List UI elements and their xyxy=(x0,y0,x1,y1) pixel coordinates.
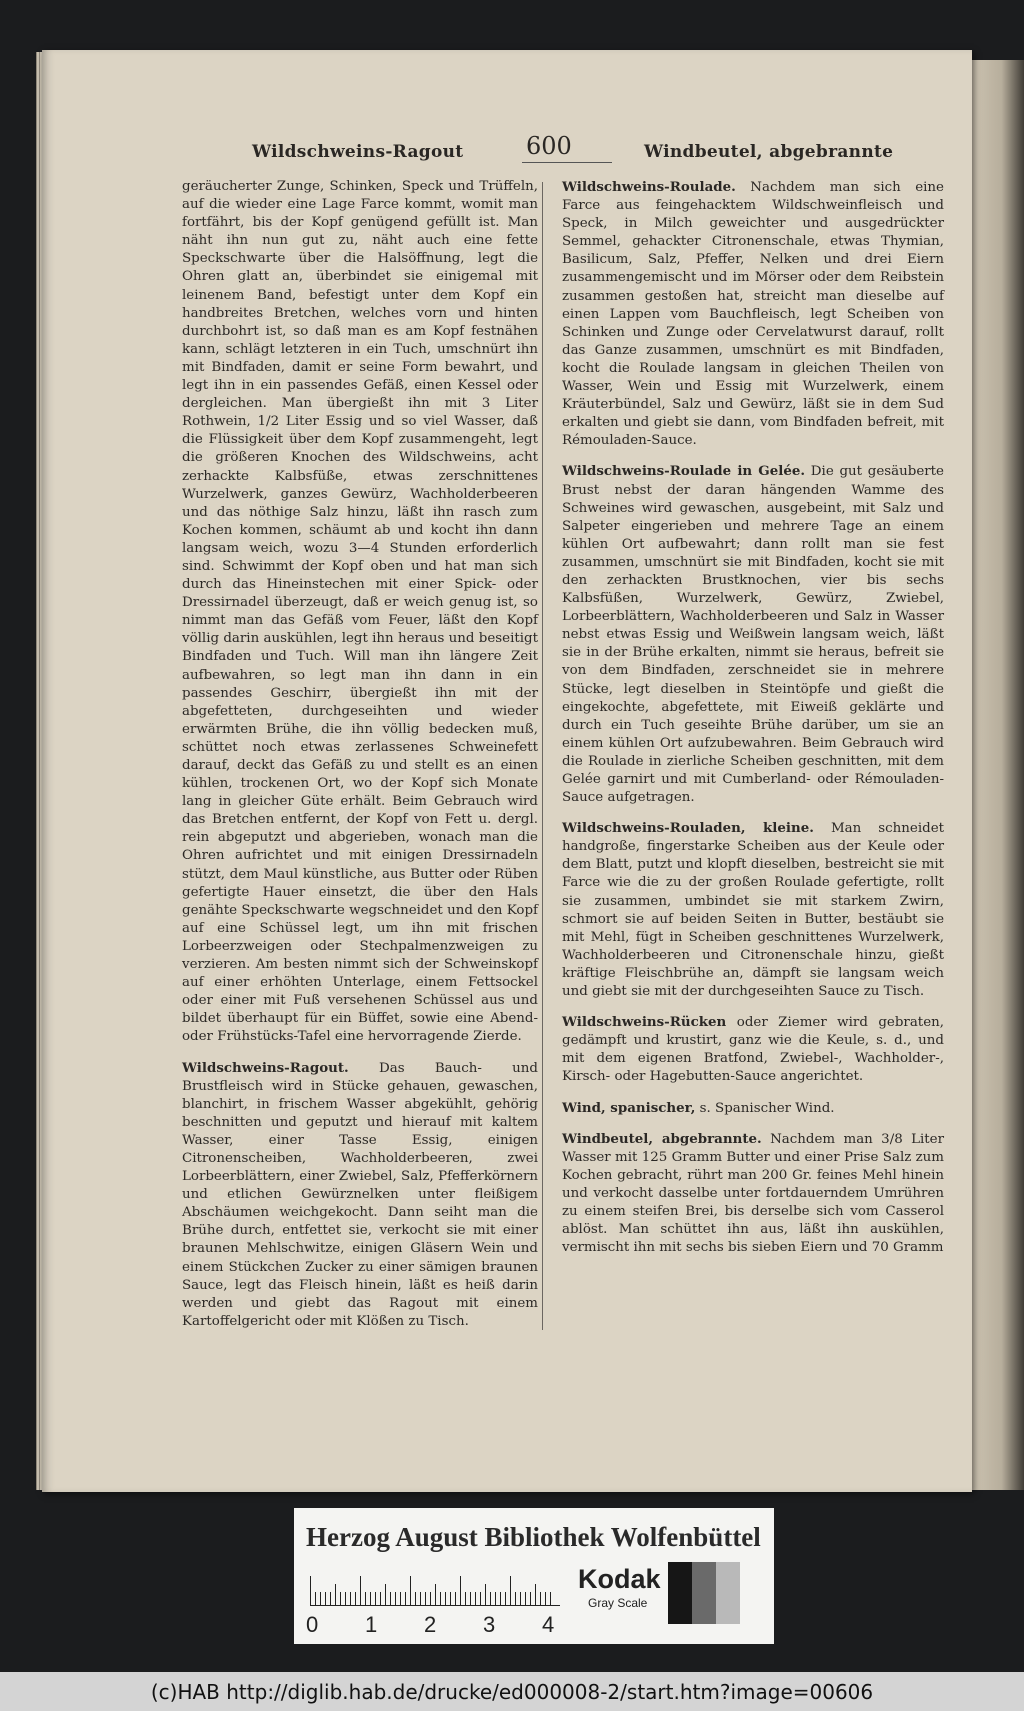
entry-text: s. Spanischer Wind. xyxy=(699,1100,835,1116)
ruler-tick xyxy=(350,1592,351,1606)
scale-ruler xyxy=(310,1572,560,1606)
ruler-tick xyxy=(335,1584,336,1606)
ruler-tick xyxy=(425,1592,426,1606)
ruler-tick xyxy=(380,1592,381,1606)
ruler-tick xyxy=(315,1592,316,1606)
ruler-tick xyxy=(435,1584,436,1606)
header-right-catchword: Windbeutel, abgebrannte xyxy=(644,142,894,162)
ruler-tick xyxy=(475,1592,476,1606)
ruler-label: 2 xyxy=(424,1612,437,1637)
ruler-tick xyxy=(385,1584,386,1606)
dictionary-entry xyxy=(562,819,944,1001)
ruler-tick xyxy=(330,1592,331,1606)
ruler-tick xyxy=(310,1576,311,1606)
footer-bar xyxy=(0,1672,1024,1711)
ruler-tick xyxy=(320,1592,321,1606)
header-left-catchword: Wildschweins-Ragout xyxy=(252,142,464,162)
column-divider xyxy=(542,182,543,1330)
ruler-tick xyxy=(455,1592,456,1606)
entry-headword: Wildschweins-Roulade. xyxy=(562,179,736,195)
ruler-tick xyxy=(370,1592,371,1606)
ruler-tick xyxy=(355,1592,356,1606)
dictionary-entry xyxy=(182,1059,538,1331)
ruler-tick xyxy=(460,1576,461,1606)
dictionary-entry xyxy=(562,1130,944,1258)
ruler-tick xyxy=(465,1592,466,1606)
right-column xyxy=(562,178,944,1257)
entry-text: Nachdem man sich eine Farce aus feingehacktem Wildschweinfleisch und Speck, in Milch geweichter und ausgedrückter Semmel, gehackter Citronenschale, etwas Thymian, Basilicum, Salz, Pfeffer, Nelken und drei Eiern zusammengemischt und im Mörser oder dem Reibstein zusammen gestoßen hat, streicht man dieselbe auf einen Lappen vom Bauchfleisch, legt Scheiben von Schinken und Zunge oder Cervelatwurst darauf, rollt das Ganze zusammen, umschnürt es mit Bindfaden, kocht die Roulade langsam in gleichen Theilen von Wasser, Wein und Essig mit Wurzelwerk, einem Kräuterbündel, Salz und Gewürz, läßt sie in dem Sud erkalten und giebt sie dann, vom Bindfaden befreit, mit Rémouladen-Sauce. xyxy=(562,180,944,449)
gray-scale-label: Gray Scale xyxy=(588,1596,648,1610)
ruler-tick xyxy=(360,1576,361,1606)
ruler-tick xyxy=(400,1592,401,1606)
ruler-tick xyxy=(545,1592,546,1606)
gray-swatch-light xyxy=(716,1562,740,1624)
entry-text: oder Ziemer wird gebraten, gedämpft und krustirt, ganz wie die Keule, s. d., und mit dem eigenen Bratfond, Zwiebel-, Wachholder-, Kirsch- oder Hagebutten-Sauce angerichtet. xyxy=(562,1015,944,1085)
entry-headword: Wildschweins-Ragout. xyxy=(182,1059,349,1076)
ruler-tick xyxy=(530,1592,531,1606)
header-rule xyxy=(522,162,612,163)
color-calibration-card xyxy=(294,1508,774,1644)
ruler-tick xyxy=(325,1592,326,1606)
ruler-tick xyxy=(450,1592,451,1606)
dictionary-entry xyxy=(562,178,944,450)
ruler-tick xyxy=(430,1592,431,1606)
gray-swatch-mid xyxy=(692,1562,716,1624)
entry-headword: Wind, spanischer, xyxy=(562,1099,696,1116)
ruler-tick xyxy=(550,1592,551,1606)
dictionary-entry xyxy=(562,462,944,807)
entry-headword: Wildschweins-Rouladen, kleine. xyxy=(562,820,814,837)
ruler-tick xyxy=(345,1592,346,1606)
ruler-tick xyxy=(405,1592,406,1606)
entry-text: Nachdem man 3/8 Liter Wasser mit 125 Gramm Butter und einer Prise Salz zum Kochen gebracht, rührt man 200 Gr. feines Mehl hinein und verkocht dasselbe unter fortdauerndem Umrühren zu einem steifen Brei, bis derselbe sich vom Casserol ablöst. Man schüttet ihn aus, läßt ihn auskühlen, vermischt ihn mit sechs bis sieben Eiern und 70 Gramm xyxy=(562,1131,944,1256)
ruler-tick xyxy=(440,1592,441,1606)
ruler-tick xyxy=(520,1592,521,1606)
ruler-tick xyxy=(395,1592,396,1606)
ruler-tick xyxy=(515,1592,516,1606)
ruler-tick xyxy=(525,1592,526,1606)
footer-credit: (c)HAB http://diglib.hab.de/drucke/ed000008-2/start.htm?image=00606 xyxy=(150,1680,874,1704)
ruler-tick xyxy=(540,1592,541,1606)
ruler-tick xyxy=(420,1592,421,1606)
book-page xyxy=(42,50,972,1492)
entry-headword: Wildschweins-Rücken xyxy=(562,1014,727,1031)
entry-text: geräucherter Zunge, Schinken, Speck und Trüffeln, auf die wieder eine Lage Farce kommt, womit man fortfährt, bis der Kopf genügend gefüllt ist. Man näht ihn nun gut zu, näht auch eine fette Speckschwarte über die Halsöffnung, legt die Ohren glatt an, überbindet sie einigemal mit leinenem Band, befestigt unter dem Kopf ein handbreites Bretchen, welches vorn und hinten durchbohrt ist, so daß man es am Kopf festnähen kann, schlägt letzteren in ein Tuch, umschnürt ihn mit Bindfaden, damit er seine Form bewahrt, und legt ihn in ein passendes Gefäß, einen Kessel oder dergleichen. Man übergießt ihn mit 3 Liter Rothwein, 1/2 Liter Essig und so viel Wasser, daß die Flüssigkeit über dem Kopf zusammengeht, legt die größeren Knochen des Wildschweins, acht zerhackte Kalbsfüße, etwas zerschnittenes Wurzelwerk, ganzes Gewürz, Wachholderbeeren und das nöthige Salz hinzu, läßt ihn rasch zum Kochen kommen, schäumt ab und kocht ihn dann langsam weich, wozu 3—4 Stunden erforderlich sind. Schwimmt der Kopf oben und hat man sich durch das Hineinstechen mit einer Spick- oder Dressirnadel überzeugt, daß er weich genug ist, so nimmt man das Gefäß vom Feuer, läßt den Kopf völlig darin auskühlen, legt ihn heraus und beseitigt Bindfaden und Tuch. Will man ihn längere Zeit aufbewahren, so legt man ihn dann in ein passendes Geschirr, übergießt ihn mit der abgefetteten, durchgeseihten und wieder erwärmten Brühe, die ihn völlig bedecken muß, schüttet noch etwas zerlassenes Schweinefett darauf, deckt das Gefäß zu und stellt es an einen kühlen, trockenen Ort, wo der Kopf sich Monate lang in gleicher Güte erhält. Beim Gebrauch wird das Bretchen entfernt, der Kopf von Fett u. dergl. rein abgeputzt und abgerieben, wonach man die Ohren aufrichtet und mit einigen Dressirnadeln stützt, dem Maul künstliche, aus Butter oder Rüben gefertigte Hauer einsetzt, die über den Hals genähte Speckschwarte wegschneidet und den Kopf auf eine Schüssel legt, um ihn mit frischen Lorbeerzweigen oder Stechpalmenzweigen zu verzieren. Am besten nimmt sich der Schweinskopf auf einer erhöhten Unterlage, einem Fettsockel oder einer mit Fuß versehenen Schüssel aus und bildet überhaupt für ein Büffet, sowie eine Abend- oder Frühstücks-Tafel eine hervorragende Zierde. xyxy=(182,179,538,1045)
ruler-tick xyxy=(365,1592,366,1606)
ruler-tick xyxy=(445,1592,446,1606)
ruler-tick xyxy=(535,1584,536,1606)
ruler-tick xyxy=(375,1592,376,1606)
ruler-tick xyxy=(510,1576,511,1606)
ruler-label: 0 xyxy=(306,1612,319,1637)
ruler-tick xyxy=(500,1592,501,1606)
ruler-label: 4 xyxy=(542,1612,555,1637)
gray-swatch-black xyxy=(668,1562,692,1624)
entry-text: Das Bauch- und Brustfleisch wird in Stücke gehauen, gewaschen, blanchirt, in frischem Wasser abgekühlt, gehörig beschnitten und geputzt und hierauf mit kaltem Wasser, einer Tasse Essig, einigen Citronenscheiben, Wachholderbeeren, zwei Lorbeerblättern, einer Zwiebel, Salz, Pfefferkörnern und etlichen Gewürznelken unter fleißigem Abschäumen weichgekocht. Dann seiht man die Brühe durch, entfettet sie, verkocht sie mit einer braunen Mehlschwitze, einigen Gläsern Wein und einem Stückchen Zucker zu einer sämigen braunen Sauce, legt das Fleisch hinein, läßt es heiß darin werden und giebt das Ragout mit einem Kartoffelgericht oder mit Klößen zu Tisch. xyxy=(182,1060,538,1329)
page-number: 600 xyxy=(526,132,572,160)
ruler-tick xyxy=(410,1576,411,1606)
ruler-tick xyxy=(340,1592,341,1606)
ruler-tick xyxy=(505,1592,506,1606)
ruler-label: 3 xyxy=(483,1612,496,1637)
entry-text: Die gut gesäuberte Brust nebst der daran hängenden Wamme des Schweines wird gewaschen, ausgebeint, mit Salz und Salpeter eingerieben und mehrere Tage an einem kühlen Ort aufbewahrt; dann rollt man sie fest zusammen, umschnürt sie mit Bindfaden, kocht sie mit den zerhackten Brustknochen, vier bis sechs Kalbsfüßen, Wurzelwerk, Gewürz, Zwiebel, Lorbeerblättern, Wachholderbeeren und Salz in Wasser nebst etwas Essig und Weißwein langsam weich, läßt sie in der Brühe erkalten, nimmt sie heraus, befreit sie von dem Bindfaden, zerschneidet sie in mehrere Stücke, legt dieselben in Steintöpfe und gießt die eingekochte, abgefettete, mit Eiweiß geklärte und durch ein Tuch geseihte Brühe darüber, um sie an einem kühlen Ort aufzubewahren. Beim Gebrauch wird die Roulade in zierliche Scheiben geschnitten, mit dem Gelée garnirt und mit Cumberland- oder Rémouladen-Sauce aufgetragen. xyxy=(562,464,944,806)
running-header xyxy=(42,128,972,172)
entry-headword: Windbeutel, abgebrannte. xyxy=(562,1130,762,1147)
left-column xyxy=(182,178,538,1331)
entry-text: Man schneidet handgroße, fingerstarke Scheiben aus der Keule oder dem Blatt, putzt und klopft dieselben, bestreicht sie mit Farce wie die zu der großen Roulade gefertigte, rollt sie zusammen, umbindet sie mit starkem Zwirn, schmort sie auf beiden Seiten in Butter, bestäubt sie mit Mehl, fügt in Scheiben geschnittenes Wurzelwerk, Wachholderbeeren und Citronenschale hinzu, gießt kräftige Fleischbrühe an, dämpft sie langsam weich und giebt sie mit der durchgeseihten Sauce zu Tisch. xyxy=(562,821,945,1000)
ruler-tick xyxy=(495,1592,496,1606)
ruler-tick xyxy=(415,1592,416,1606)
dictionary-entry xyxy=(562,1013,944,1086)
ruler-tick xyxy=(490,1592,491,1606)
ruler-label: 1 xyxy=(365,1612,378,1637)
next-page-edge xyxy=(968,60,1024,1490)
ruler-tick xyxy=(390,1592,391,1606)
dictionary-entry xyxy=(562,1099,944,1118)
library-title: Herzog August Bibliothek Wolfenbüttel xyxy=(306,1522,761,1552)
kodak-logo: Kodak xyxy=(578,1564,661,1594)
ruler-tick xyxy=(470,1592,471,1606)
entry-headword: Wildschweins-Roulade in Gelée. xyxy=(562,463,806,480)
dictionary-entry xyxy=(182,178,538,1047)
ruler-tick xyxy=(480,1592,481,1606)
ruler-tick xyxy=(485,1584,486,1606)
